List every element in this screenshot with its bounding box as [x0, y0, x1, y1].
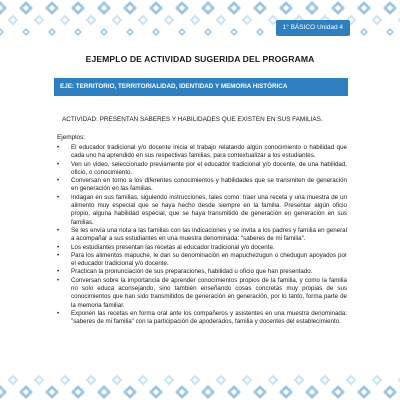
activity-content [57, 116, 347, 327]
page-title: EJEMPLO DE ACTIVIDAD SUGERIDA DEL PROGRAMA [85, 54, 315, 64]
axis-banner: EJE: TERRITORIO, TERRITORIALIDAD, IDENTIDAD Y MEMORIA HISTÓRICA [54, 78, 348, 96]
list-item: • Los estudiantes presentan las recetas al educador tradicional y/o docente. [57, 244, 347, 252]
list-item: • Conversan en torno a los diferentes conocimientos y habilidades que se transmiten de generación en generación en las familias. [57, 177, 347, 194]
activity-heading: ACTIVIDAD: PRESENTAN SABERES Y HABILIDADES QUE EXISTEN EN SUS FAMILIAS. [62, 116, 323, 123]
list-item: • Indagan en sus familias, siguiendo instrucciones, tales como: traer una receta y una muestra de un alimento muy especial que se haya hecho desde siempre en la familia. Presentar algún oficio propio, alguna habilidad especial, que se haya transmitido de generación en generación en sus familias. [57, 194, 347, 227]
list-item: • Se les envía una nota a las familias con las indicaciones y se invita a los padres y familia en general a acompañar a sus estudiantes en una muestra denominada: "saberes de mi familia". [57, 227, 347, 244]
list-item: • El educador tradicional y/o docente inicia el trabajo relatando algún conocimiento o habilidad que cada uno ha aprendido en sus respectivas familias, para contextualizar a los estudiantes. [57, 144, 347, 161]
list-item: • Exponen las recetas en forma oral ante los compañeros y asistentes en una muestra denominada: "saberes de mi familia" con la participación de apoderados, familia y docentes del establecimiento. [57, 310, 347, 327]
list-item: • Practican la pronunciación de sus preparaciones, habilidad u oficio que han presentado. [57, 268, 347, 276]
list-item: • Para los alimentos mapuche, le dan su denominación en mapuchezugun o chedugun apoyados por el educador tradicional y/o docente. [57, 252, 347, 269]
examples-label: Ejemplos: [57, 134, 86, 141]
examples-list [57, 144, 347, 327]
list-item: • Ven un video, seleccionado previamente por el educador tradicional y/o docente, de una habilidad, oficio, o conocimiento. [57, 161, 347, 178]
textile-pattern-icon [0, 372, 400, 400]
bottom-pattern-band [0, 372, 400, 400]
list-item: • Conversan sobre la importancia de aprender conocimientos propios de la familia, y como la familia no solo educa aconsejando, sino también enseñando cosas concretas muy propias de sus conocimientos que han sido transmitidos de generación en generación, por lo tanto, forma parte de la memoria familiar. [57, 277, 347, 310]
unit-badge: 1° BÁSICO Unidad 4 [276, 20, 350, 36]
